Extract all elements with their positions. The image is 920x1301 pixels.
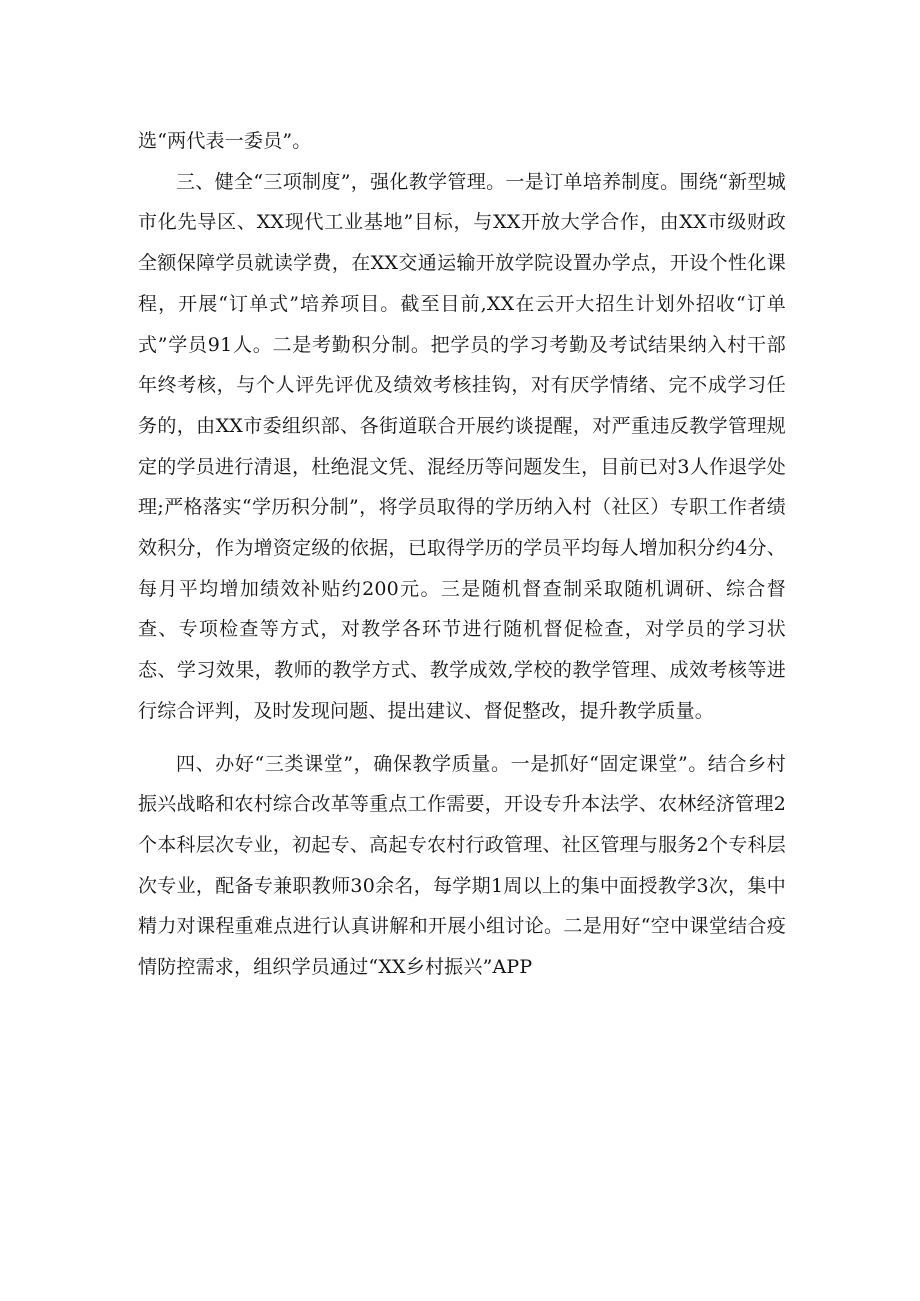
paragraph-1: 选“两代表一委员”。: [138, 130, 312, 152]
paragraph-3-three-classrooms: 四、办好“三类课堂”，确保教学质量。一是抓好“固定课堂”。结合乡村振兴战略和农村综合改革等重点工作需要，开设专升本法学、农林经济管理2个本科层次专业，初起专、高起专农村行政管理、社区管理与服务2个专科层次专业，配备专兼职教师30余名，每学期1周以上的集中面授教学3次，集中精力对课程重难点进行认真讲解和开展小组讨论。二是用好“空中课堂结合疫情防控需求，组织学员通过“XX乡村振兴”APP: [138, 752, 786, 979]
paragraph-2-three-systems: 三、健全“三项制度”，强化教学管理。一是订单培养制度。围绕“新型城市化先导区、XX现代工业基地”目标，与XX开放大学合作，由XX市级财政全额保障学员就读学费，在XX交通运输开放学院设置办学点，开设个性化课程，开展“订单式”培养项目。截至目前,XX在云开大招生计划外招收“订单式”学员91人。二是考勤积分制。把学员的学习考勤及考试结果纳入村干部年终考核，与个人评先评优及绩效考核挂钩，对有厌学情绪、完不成学习任务的，由XX市委组织部、各街道联合开展约谈提醒，对严重违反教学管理规定的学员进行清退，杜绝混文凭、混经历等问题发生，目前已对3人作退学处理;严格落实“学历积分制”，将学员取得的学历纳入村（社区）专职工作者绩效积分，作为增资定级的依据，已取得学历的学员平均每人增加积分约4分、每月平均增加绩效补贴约200元。三是随机督查制采取随机调研、综合督查、专项检查等方式，对教学各环节进行随机督促检查，对学员的学习状态、学习效果，教师的教学方式、教学成效,学校的教学管理、成效考核等进行综合评判，及时发现问题、提出建议、督促整改，提升教学质量。: [138, 170, 786, 722]
document-body: [138, 121, 786, 988]
